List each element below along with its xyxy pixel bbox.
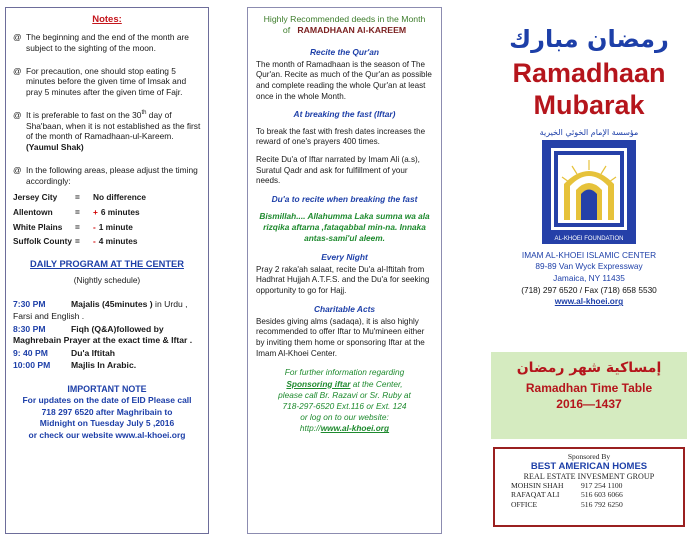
further-line-rest: at the Center, (350, 378, 403, 389)
section-heading: At breaking the fast (Iftar) (293, 109, 396, 120)
sponsor-contact (499, 481, 679, 490)
arabic-title: رمضان مبارك (509, 25, 669, 53)
at-bullet-icon: @ (13, 164, 22, 175)
area-name: Allentown (13, 207, 53, 218)
further-info (256, 367, 433, 434)
note-item (13, 110, 201, 153)
program-time: 9: 40 PM (13, 347, 48, 358)
section-heading: Recite the Qur'an (309, 46, 379, 57)
address-line: Jamaica, NY 11435 (553, 273, 625, 283)
superscript: th (141, 110, 147, 117)
logo-arabic-text: مؤسسة الإمام الخوئي الخيرية (539, 127, 639, 137)
sign: - (93, 221, 96, 232)
area-value: 4 minutes (98, 236, 138, 247)
note-text (26, 110, 201, 153)
sponsor-box (493, 447, 685, 527)
area-name: Suffolk County (13, 236, 72, 247)
foundation-logo-icon (542, 140, 636, 244)
program-time: 10:00 PM (13, 360, 51, 371)
equals: = (75, 221, 80, 232)
title-of: of (282, 25, 291, 36)
program-title: Fiqh (Q&A)followed by Maghrebain Prayer at the exact time & Iftar . (13, 323, 193, 346)
deeds-title (256, 14, 433, 37)
contact-name: OFFICE (511, 499, 538, 509)
title-highlight: RAMADHAAN Al-KAREEM (297, 25, 407, 36)
section-text: The month of Ramadhaan is the season of The Qur'an. Recite as much of the Qur'an as possible and complete reading the whole Qur'an at least once in the whole Month. (256, 59, 432, 101)
equals: = (75, 207, 80, 218)
sponsor-company: BEST AMERICAN HOMES (530, 461, 648, 472)
section-heading: Every Night (321, 251, 368, 262)
at-bullet-icon: @ (13, 109, 22, 120)
deeds-title-line: Highly Recommended deeds in the Month (263, 14, 426, 24)
program-title: Majalis (45minutes ) (71, 299, 153, 310)
program-detail: in Urdu , Farsi and English . (13, 299, 188, 321)
daily-program-subtitle: (Nightly schedule) (73, 274, 141, 285)
contact-phone: 917 254 1100 (581, 481, 623, 490)
program-item (13, 360, 201, 372)
program-time: 8:30 PM (13, 323, 46, 334)
contact-phone: 516 792 6250 (581, 499, 623, 509)
logo-caption: AL-KHOEI FOUNDATION (554, 235, 624, 242)
time-table-box (491, 352, 687, 439)
adjust-row (13, 236, 201, 247)
further-line: please call Br. Razavi or Sr. Ruby at (278, 389, 411, 400)
further-line (256, 423, 433, 434)
website-link[interactable]: www.al-khoei.org (320, 423, 390, 434)
note-text-part: day of Sha'baan, when it is not established as the first of the month of Ramadhaan-ul-Kareem. (26, 109, 201, 142)
equals: = (75, 236, 80, 247)
program-time: 7:30 PM (13, 299, 46, 310)
section-heading: Charitable Acts (313, 303, 376, 314)
sponsor-group: REAL ESTATE INVESMENT GROUP (523, 472, 655, 481)
at-bullet-icon: @ (13, 32, 22, 43)
adjust-row (13, 207, 201, 218)
center-name: IMAM AL-KHOEI ISLAMIC CENTER (521, 249, 657, 260)
notes-panel (5, 7, 209, 534)
note-item (13, 66, 201, 98)
section-heading: Du'a to recite when breaking the fast (271, 193, 418, 204)
sponsored-by: Sponsored By (567, 452, 611, 461)
area-value: No difference (93, 192, 147, 203)
important-line: 718 297 6520 after Maghribain to (41, 406, 173, 417)
cover-panel (485, 7, 693, 534)
adjust-row (13, 192, 201, 203)
note-text: For precaution, one should stop eating 5 minutes before the given time of Imsak and pray 5 minutes after the given time of Fajr. (26, 65, 187, 98)
sign: - (93, 236, 96, 247)
area-value: 1 minute (98, 221, 133, 232)
url-prefix: http:// (299, 423, 321, 434)
area-value: 6 minutes (100, 207, 140, 218)
phone-fax: (718) 297 6520 / Fax (718) 658 5530 (521, 284, 657, 295)
sponsoring-iftar: Sponsoring iftar (286, 378, 351, 389)
sponsor-contact (499, 490, 679, 499)
important-note-text (13, 395, 201, 441)
program-item (13, 299, 201, 322)
important-line: Midnight on Tuesday July 5 ,2016 (39, 418, 175, 429)
area-name: White Plains (13, 221, 63, 232)
adjust-table (13, 192, 201, 246)
adjust-row (13, 222, 201, 233)
yaumul-shak: (Yaumul Shak) (26, 142, 84, 153)
section-text: Recite Du'a of Iftar narrated by Imam Ali (a.s), Suratul Qadr and ask for fulfillment of your needs. (256, 154, 420, 186)
area-name: Jersey City (13, 192, 58, 203)
address-line: 89-89 Van Wyck Expressway (535, 261, 643, 272)
deeds-title-line (256, 25, 433, 36)
note-text-part: It is preferable to fast on the 30 (26, 109, 142, 120)
section-text: Besides giving alms (sadaqa), it is also highly recommended to offer Iftar to Mu'mineen either by inviting them home or sponsoring Iftar at the Imam Al-Khoei Center. (256, 316, 425, 358)
section-text: To break the fast with fresh dates increases the reward of one's prayers 400 times. (256, 126, 426, 147)
important-line: or check our website www.al-khoei.org (28, 429, 186, 440)
time-table-years: 2016—1437 (556, 397, 622, 412)
title-ramadhaan: Ramadhaan (512, 58, 666, 88)
further-line: For further information regarding (284, 367, 405, 378)
section-text: Pray 2 raka'ah salaat, recite Du'a al-Iftitah from Hadhrat Hujjah A.T.F.S. and the Du'a for seeking opportunity to go for Hajj. (256, 264, 430, 295)
program-title: Majlis In Arabic. (71, 360, 137, 371)
center-website-link[interactable]: www.al-khoei.org (554, 296, 624, 307)
program-title: Du'a Iftitah (71, 347, 116, 358)
note-text: The beginning and the end of the month are subject to the sighting of the moon. (26, 32, 189, 53)
time-table-arabic: إمساكية شهر رمضان (516, 360, 662, 376)
contact-name: MOHSIN SHAH (511, 481, 564, 490)
deeds-panel (247, 7, 442, 534)
notes-title: Notes: (92, 14, 122, 25)
center-info (485, 250, 693, 308)
title-mubarak: Mubarak (533, 90, 645, 121)
further-line: or log on to our website: (300, 412, 389, 423)
contact-name: RAFAQAT ALI (511, 490, 560, 500)
important-note-title: IMPORTANT NOTE (67, 383, 147, 394)
program-item (13, 324, 201, 347)
logo (485, 140, 693, 244)
sponsor-contact (499, 500, 679, 509)
note-item (13, 165, 201, 187)
at-bullet-icon: @ (13, 65, 22, 76)
sign: + (93, 207, 98, 218)
further-line: 718-297-6520 Ext.116 or Ext. 124 (282, 400, 407, 411)
equals: = (75, 192, 80, 203)
further-line (256, 379, 433, 390)
program-item (13, 348, 201, 360)
daily-program-title: DAILY PROGRAM AT THE CENTER (30, 258, 184, 269)
note-item (13, 32, 201, 54)
note-text: In the following areas, please adjust the timing accordingly: (26, 164, 198, 186)
dua-text: Bismillah.... Allahumma Laka sumna wa ala rizqika aftarna ,fataqabbal min-na. Innaka antas-sami'ul aleem. (259, 210, 430, 244)
time-table-title: Ramadhan Time Table (525, 381, 653, 395)
contact-phone: 516 603 6066 (581, 490, 623, 500)
important-line: For updates on the date of EID Please call (22, 395, 192, 406)
